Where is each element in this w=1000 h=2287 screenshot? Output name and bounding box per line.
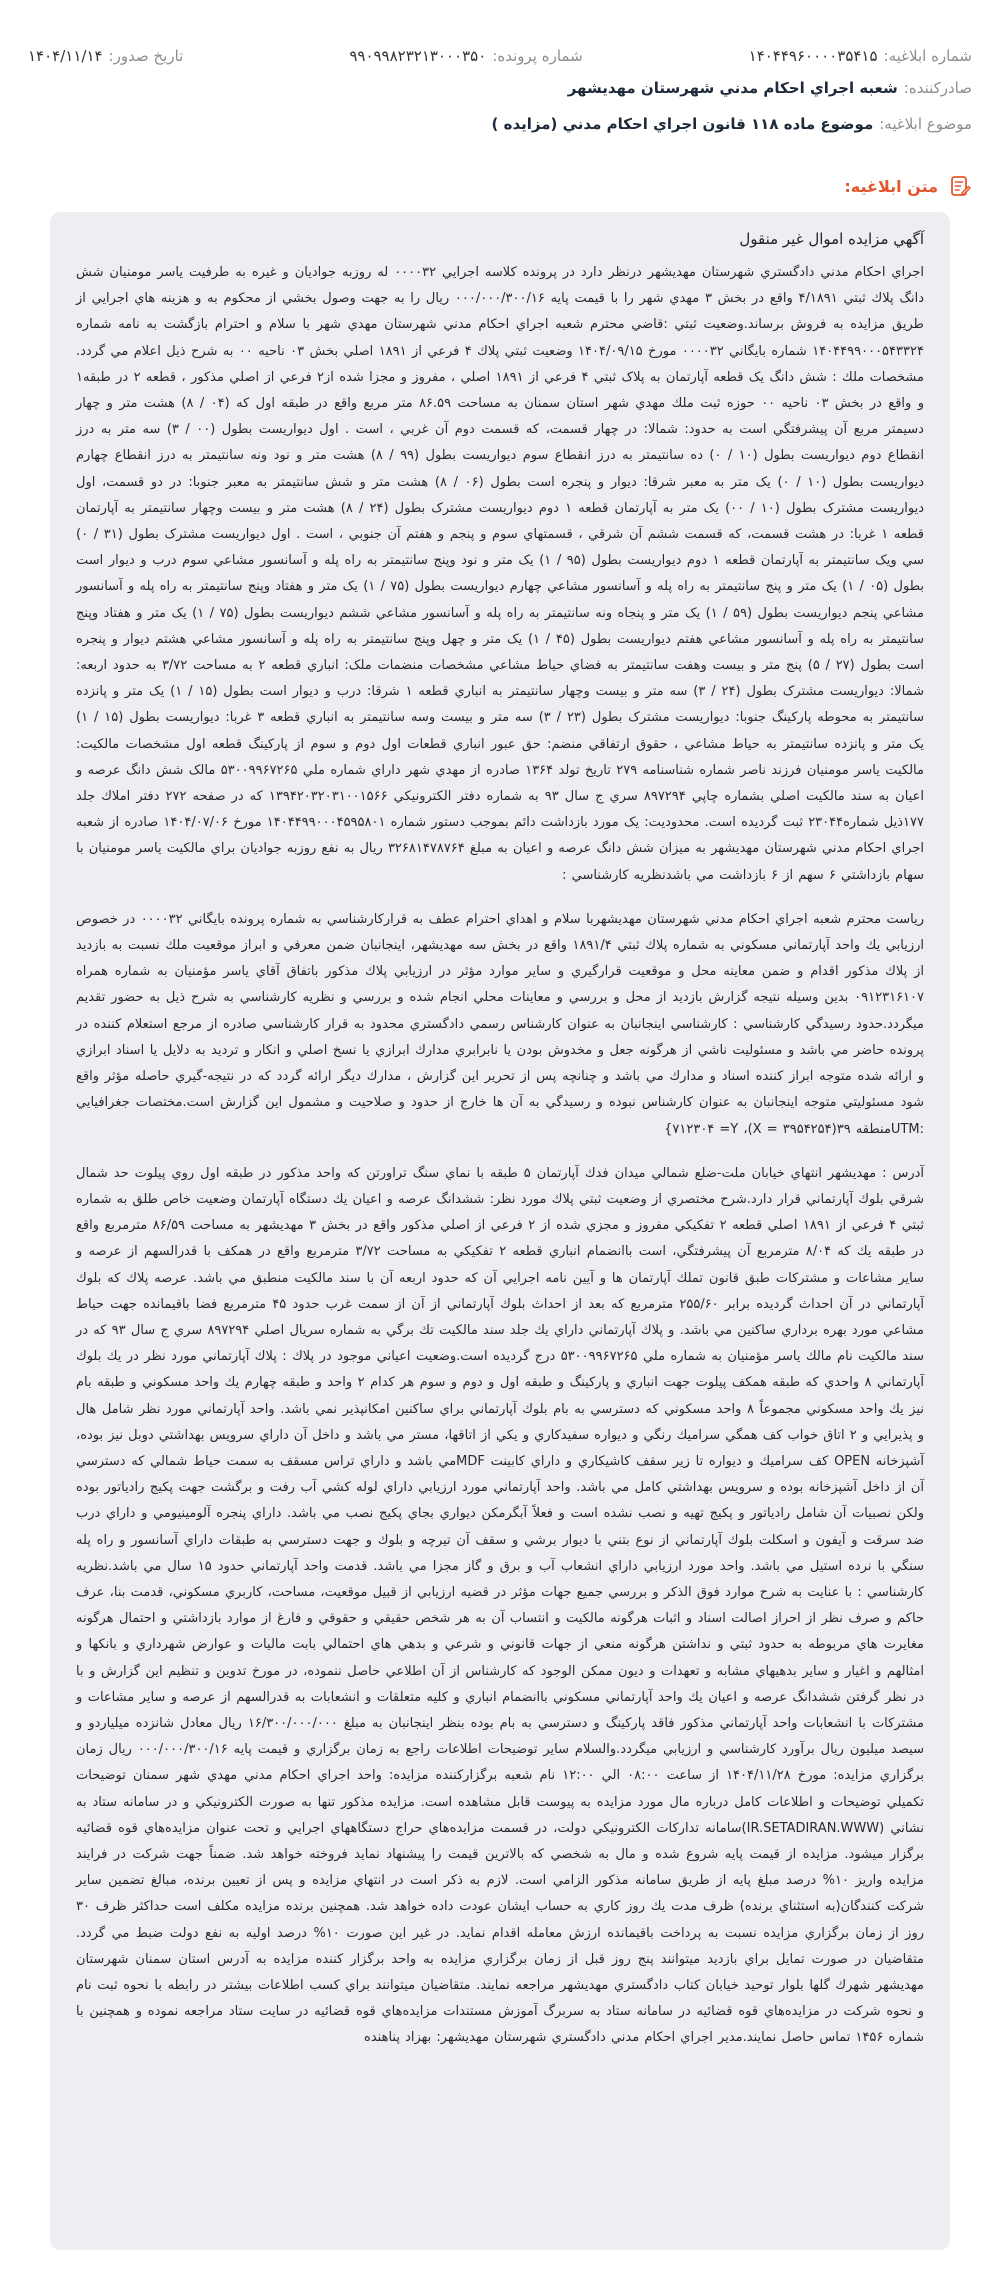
- notice-number-value: ۱۴۰۴۴۹۶۰۰۰۰۳۵۴۱۵: [748, 47, 878, 65]
- paragraph-gap: [76, 889, 924, 907]
- notice-body: [50, 212, 950, 2250]
- notice-number-label: شماره ابلاغیه:: [883, 47, 972, 65]
- paragraph-gap: [76, 1143, 924, 1161]
- notice-paragraph-expert-intro: رياست محترم شعبه اجراي احكام مدني شهرستان مهديشهربا سلام و اهداي احترام عطف به قراركارشناسي به شماره پرونده بايگاني ۰۰۰۰۳۲ در خصوص ارزيابي يك واحد آپارتماني مسكوني به شماره پلاك ثبتي ۱۸۹۱/۴ واقع در بخش سه مهديشهر، اينجانبان ضمن معرفي و ابراز موقعيت ملك نسبت به بازديد از پلاك مذكور اقدام و ضمن معاينه محل و موقعيت قرارگيري و ساير موارد مؤثر در ارزيابي پلاك مذكور باتفاق آقاي ياسر مؤمنيان به شماره همراه ۰۹۱۲۳۱۶۱۰۷ بدين وسيله نتيجه گزارش بازديد از محل و بررسي و معاينات محلي انجام شده و بررسي و نظريه كارشناسي به شرح ذيل به حضور تقديم ميگردد.حدود رسيدگي كارشناسي : كارشناسي اينجانبان به عنوان كارشناس رسمي دادگستري محدود به قرار كارشناسي صادره از مرجع استعلام كننده در پرونده حاضر مي باشد و مسئوليت ناشي از هرگونه جعل و مخدوش بودن يا نابرابري مدارك ابرازي يا نسخ اصلي و انكار و ترديد به دلايل يا اسناد ابرازي و ارائه شده متوجه ابراز كننده اسناد و مدارك مي باشد و چنانچه پس از تحرير اين گزارش ، مدارك ديگر ارائه گردد كه در نتيجه-گيري حاصله مؤثر واقع شود مسئوليتي متوجه اينجانبان به عنوان كارشناس نبوده و رسيدگي به آن ها خارج از حدود و صلاحيت و مشمول اين گزارش است.مختصات جغرافيايي :UTMمنطقه ۳۹(۳۹۵۴۲۵۴ = X)، ۷۱۲۳۰۴ =Y}: [76, 911, 925, 1137]
- issue-date-value: ۱۴۰۴/۱۱/۱۴: [28, 47, 103, 65]
- notice-text-title: متن ابلاغیه:: [844, 176, 938, 196]
- subject-label: موضوع ابلاغیه:: [879, 115, 972, 133]
- issuer-label: صادرکننده:: [903, 79, 972, 97]
- notice-meta: [28, 0, 972, 150]
- issuer-value: شعبه اجراي احكام مدني شهرستان مهديشهر: [567, 79, 898, 97]
- issue-date: [28, 47, 183, 65]
- notice-text-header: [28, 168, 972, 204]
- notice-title: آگهي مزايده اموال غير منقول: [739, 230, 924, 248]
- case-number-value: ۹۹۰۹۹۸۲۳۲۱۳۰۰۰۳۵۰: [349, 47, 487, 65]
- document-edit-icon: [948, 174, 972, 198]
- notice-number: [749, 47, 972, 65]
- meta-row-issuer: [28, 70, 972, 106]
- case-number-label: شماره پرونده:: [492, 47, 583, 65]
- meta-row-numbers: [28, 38, 972, 74]
- meta-row-subject: [28, 106, 972, 142]
- issue-date-label: تاریخ صدور:: [108, 47, 184, 65]
- case-number: [349, 47, 582, 65]
- notice-paragraph-registration: اجراي احكام مدني دادگستري شهرستان مهديشهر درنظر دارد در پرونده كلاسه اجرايي ۰۰۰۰۳۲ له روزبه جواديان و غيره به طرفيت ياسر مومنيان شش دانگ پلاك ثبتي ۴/۱۸۹۱ واقع در بخش ۳ مهدي شهر را با قيمت پايه ۰۰۰/۰۰۰/۳۰۰/۱۶ ريال را به جهت وصول بخشي از محكوم به و هزينه هاي اجرايي از طريق مزايده به فروش برساند.وضعيت ثبتي :قاضي محترم شعبه اجراي احكام مدني شهرستان مهدي شهر با سلام و احترام بازگشت به نامه شماره ۱۴۰۴۴۹۹۰۰۰۵۴۳۳۲۴ شماره بايگاني ۰۰۰۰۳۲ مورخ ۱۴۰۴/۰۹/۱۵ وضعيت ثبتي پلاك ۴ فرعي از ۱۸۹۱ اصلي بخش ۰۳ ناحيه ۰۰ به شرح ذيل اعلام مي گردد. مشخصات ملك : شش دانگ يک قطعه آپارتمان به پلاک ثبتي ۴ فرعي از ۱۸۹۱ اصلي ، مفروز و مجزا شده از۲ فرعي از اصلي مذکور ، قطعه ۲ در طبقه۱ و واقع در بخش ۰۳ ناحيه ۰۰ حوزه ثبت ملك مهدي شهر استان سمنان به مساحت ۸۶.۵۹ متر مربع واقع در طبقه اول که (۰۴ / ۸) هشت متر و چهار دسيمتر مربع آن پيشرفتگي است به حدود: شمالا: در چهار قسمت، که قسمت دوم آن غربي ، است . اول ديواريست بطول (۰۰ / ۳) سه متر به درز انقطاع دوم ديواريست بطول (۱۰ / ۰) ده سانتيمتر به درز انقطاع سوم ديواريست بطول (۹۹ / ۸) هشت متر و نود ونه سانتيمتر به درز انقطاع چهارم ديواريست بطول (۱۰ / ۰) يک متر به معبر شرقا: ديوار و پنجره است بطول (۰۶ / ۸) هشت متر و شش سانتيمتر به معبر جنوبا: در دو قسمت، اول ديواريست مشترک بطول (۱۰ / ۰۰) يک متر به آپارتمان قطعه ۱ دوم ديواريست مشترک بطول (۲۴ / ۸) هشت متر و بيست وچهار سانتيمتر به آپارتمان قطعه ۱ غربا: در هشت قسمت، که قسمت ششم آن شرقي ، قسمتهاي سوم و پنجم و هفتم آن جنوبي ، است . اول ديواريست مشترک بطول (۳۱ / ۰) سي ويک سانتيمتر به آپارتمان قطعه ۱ دوم ديواريست بطول (۹۵ / ۱) يک متر و نود وپنج سانتيمتر به راه پله و آسانسور مشاعي سوم درب و ديوار است بطول (۰۵ / ۱) يک متر و پنج سانتيمتر به راه پله و آسانسور مشاعي چهارم ديواريست بطول (۷۵ / ۱) يک متر و هفتاد وپنج سانتيمتر به راه پله و آسانسور مشاعي پنجم ديواريست بطول (۵۹ / ۱) يک متر و پنجاه ونه سانتيمتر به راه پله و آسانسور مشاعي ششم ديواريست بطول (۷۵ / ۱) يک متر و هفتاد وپنج سانتيمتر به راه پله و آسانسور مشاعي هفتم ديواريست بطول (۴۵ / ۱) يک متر و چهل وپنج سانتيمتر به راه پله و آسانسور مشاعي هشتم ديوار و پنجره است بطول (۲۷ / ۵) پنج متر و بيست وهفت سانتيمتر به فضاي حياط مشاعي مشخصات منضمات ملک: انباري قطعه ۲ به مساحت ۳/۷۲ به حدود اربعه: شمالا: ديواريست مشترک بطول (۲۴ / ۳) سه متر و بيست وچهار سانتيمتر به انباري قطعه ۱ شرقا: درب و ديوار است بطول (۱۵ / ۱) يک متر و پانزده سانتيمتر به محوطه پارکينگ جنوبا: ديواريست مشترک بطول (۲۳ / ۳) سه متر و بيست وسه سانتيمتر به انباري قطعه ۳ غربا: ديواريست بطول (۱۵ / ۱) يک متر و پانزده سانتيمتر به حياط مشاعي ، حقوق ارتفاقي منضم: حق عبور انباري قطعات اول دوم و سوم از پارکينگ قطعه اول مشخصات مالكيت: مالكيت ياسر مومنيان فرزند ناصر شماره شناسنامه ۲۷۹ تاريخ تولد ۱۳۶۴ صادره از مهدي شهر داراي شماره ملي ۵۳۰۰۹۹۶۷۲۶۵ مالک شش دانگ عرصه و اعيان به سند مالكيت اصلي بشماره چاپي ۸۹۷۲۹۴ سري ج سال ۹۳ به شماره دفتر الکترونيکي ۱۳۹۴۲۰۳۲۰۳۱۰۰۱۵۶۶ که در صفحه ۲۷۲ دفتر املاك جلد ۱۷۷ذيل شماره۲۳۰۴۴ ثبت گرديده است. محدوديت: يک مورد بازداشت دائم بموجب دستور شماره ۱۴۰۴۴۹۹۰۰۰۴۵۹۵۸۰۱ مورخ ۱۴۰۴/۰۷/۰۶ صادره از شعبه اجراي احكام مدني شهرستان مهديشهر به ميزان شش دانگ عرصه و اعيان به مبلغ ۳۲۶۸۱۴۷۸۷۶۴ ريال به نفع روزبه جواديان براي مالكيت ياسر مومنيان با سهام بازداشتي ۶ سهم از ۶ بازداشت مي باشدنظريه كارشناسي :: [76, 265, 925, 883]
- notice-paragraph-details: آدرس : مهديشهر انتهاي خيابان ملت-ضلع شمالي ميدان فدك آپارتمان ۵ طبقه با نماي سنگ تراورتن كه واحد مذكور در طبقه اول روي پيلوت حد شمال شرقي بلوك آپارتماني قرار دارد.شرح مختصري از وضعيت ثبتي پلاك مورد نظر: ششدانگ عرصه و اعيان يك دستگاه آپارتمان وضعيت خاص طلق به شماره ثبتي ۴ فرعي از ۱۸۹۱ اصلي قطعه ۲ تفكيكي مفروز و مجزي شده از ۲ فرعي از اصلي مذكور واقع در بخش ۳ مهديشهر به مساحت ۸۶/۵۹ مترمربع واقع در طبقه يك كه ۸/۰۴ مترمربع آن پيشرفتگي، است باانضمام انباري قطعه ۲ تفكيكي به مساحت ۳/۷۲ مترمربع واقع در همكف با قدرالسهم از عرصه و ساير مشاعات و مشتركات طبق قانون تملك آپارتمان ها و آيين نامه اجرايي آن كه حدود اربعه آن با سند مالكيت منطبق مي باشد. عرصه پلاك كه بلوك آپارتماني در آن احداث گرديده برابر ۲۵۵/۶۰ مترمربع كه بعد از احداث بلوك آپارتماني از آن از سمت غرب حدود ۴۵ مترمربع فضا باقيمانده جهت حياط مشاعي مورد بهره برداري ساكنين مي باشد. و پلاك آپارتماني داراي يك جلد سند مالكيت تك برگي به شماره سريال اصلي ۸۹۷۲۹۴ سري ج سال ۹۳ كه در سند مالكيت نام مالك ياسر مؤمنيان به شماره ملي ۵۳۰۰۹۹۶۷۲۶۵ درج گرديده است.وضعيت اعياني موجود در پلاك : پلاك آپارتماني مورد نظر در يك بلوك آپارتماني ۸ واحدي كه طبقه همكف پيلوت جهت انباري و پاركينگ و طبقه اول و دوم و سوم هر كدام ۲ واحد و طبقه چهارم يك واحد مسكوني و طبقه بام نيز يك واحد مسكوني مجموعاً ۸ واحد مسكوني كه دسترسي به بام بلوك آپارتماني براي ساكنين امكانپذير نمي باشد. واحد آپارتماني مورد نظر شامل هال و پذيرايي و ۲ اتاق خواب كف همگي سراميك رنگي و ديواره سفيدكاري و يكي از اتاقها، مستر مي باشد و داخل آن داراي سرويس بهداشتي دوبل نيز بوده، آشپزخانه OPEN كف سراميك و ديواره تا زير سقف كاشيكاري و داراي كابينت MDFمي باشد و داراي تراس مسقف به سمت حياط شمالي كه دسترسي آن از داخل آشپزخانه بوده و سرويس بهداشتي كامل مي باشد. واحد آپارتماني مورد ارزيابي داراي لوله كشي آب رفت و برگشت جهت پكيج رادياتور بوده ولكن نصبيات آن شامل رادياتور و پكيج تهيه و نصب نشده است و فعلاً آبگرمكن ديواري بجاي پكيج نصب مي باشد. داراي پنجره آلومينيومي و داراي درب ضد سرقت و آيفون و اسكلت بلوك آپارتماني از نوع بتني با ديوار برشي و سقف آن تيرچه و بلوك و جهت دسترسي به طبقات داراي آسانسور و راه پله سنگي با نرده استيل مي باشد. واحد مورد ارزيابي داراي انشعاب آب و برق و گاز مجزا مي باشد. قدمت واحد آپارتماني حدود ۱۵ سال مي باشد.نظريه كارشناسي : با عنايت به شرح موارد فوق الذكر و بررسي جميع جهات مؤثر در قضيه ارزيابي از قبيل موقعيت، مساحت، كاربري مسكوني، قدمت بنا، عرف حاكم و صرف نظر از احراز اصالت اسناد و اثبات هرگونه مالكيت و انتساب آن به هر شخص حقيقي و حقوقي و فارغ از موارد بازداشتي و احتمال هرگونه مغايرت هاي مربوطه به حدود ثبتي و نداشتن هرگونه منعي از جهات قانوني و شرعي و بدهي هاي احتمالي بابت ماليات و عوارض شهرداري و بانكها و امثالهم و اغيار و ساير بدهيهاي مشابه و تعهدات و ديون ممكن الوجود كه كارشناس از آن اطلاعي حاصل ننموده، در مورخ تدوين و تنظيم اين گزارش و با در نظر گرفتن ششدانگ عرصه و اعيان يك واحد آپارتماني مسكوني باانضمام انباري و كليه متعلقات و انشعابات به قدرالسهم از عرصه و ساير مشاعات و مشتركات با انشعابات واحد آپارتماني مذكور فاقد پاركينگ و دسترسي به بام بوده بنظر اينجانبان به مبلغ ۱۶/۳۰۰/۰۰۰/۰۰۰ ريال معادل شانزده ميلياردو و سيصد ميليون ريال برآورد كارشناسي و ارزيابي ميگردد.والسلام ساير توضيحات اطلاعات راجع به زمان برگزاري و قيمت پايه ۰۰۰/۰۰۰/۳۰۰/۱۶ ريال زمان برگزاري مزايده: مورخ ۱۴۰۴/۱۱/۲۸ از ساعت ۰۸:۰۰ الي ۱۲:۰۰ نام شعبه برگزاركننده مزايده: واحد اجراي احكام مدني مهدي شهر سمنان توضيحات تكميلي توضيحات و اطلاعات كامل درباره مال مورد مزايده به پيوست قابل مشاهده است. مزايده مذكور تنها به صورت الكترونيكي و در سامانه ستاد به نشاني (IR.SETADIRAN.WWW)سامانه تداركات الكترونيكي دولت، در قسمت مزايده‌هاي حراج دستگاههاي اجرايي و تحت عنوان مزايده‌هاي قوه قضائيه برگزار ميشود. مزايده از قيمت پايه شروع شده و مال به شخصي كه بالاترين قيمت را پيشنهاد نمايد فروخته خواهد شد. ضمناً جهت شركت در فرايند مزايده واريز ۱۰% درصد مبلغ پايه از طريق سامانه مذكور الزامي است. لازم به ذكر است در انتهاي مزايده و پس از تعيين برنده، مبالغ تضمين ساير شركت كنندگان(به استثناي برنده) ظرف مدت يك روز كاري به حساب ايشان عودت داده خواهد شد. همچنين برنده مزايده مكلف است حداكثر ظرف ۳۰ روز از زمان برگزاري مزايده نسبت به پرداخت باقيمانده ارزش معامله اقدام نمايد. در غير اين صورت ۱۰% درصد اوليه به نفع دولت ضبط مي گردد. متقاضيان در صورت تمايل براي بازديد ميتوانند پنج روز قبل از زمان برگزاري مزايده به واحد برگزار كننده مزايده به آدرس استان سمنان شهرستان مهديشهر شهرك گلها بلوار توحيد خيابان كتاب دادگستري مهديشهر مراجعه نمايند. متقاضيان ميتوانند براي كسب اطلاعات بيشتر در رابطه با نحوه ثبت نام و نحوه شركت در مزايده‌هاي قوه قضائيه در سامانه ستاد به سربرگ آموزش مستندات مزايده‌هاي قوه قضائيه در سايت ستاد مراجعه نموده و همچنين با شماره ۱۴۵۶ تماس حاصل نمايند.مدير اجراي احكام مدني دادگستري شهرستان مهديشهر: بهزاد پناهنده: [76, 1165, 925, 2046]
- subject-value: موضوع ماده ۱۱۸ قانون اجراي احكام مدني (مزايده ): [491, 115, 874, 133]
